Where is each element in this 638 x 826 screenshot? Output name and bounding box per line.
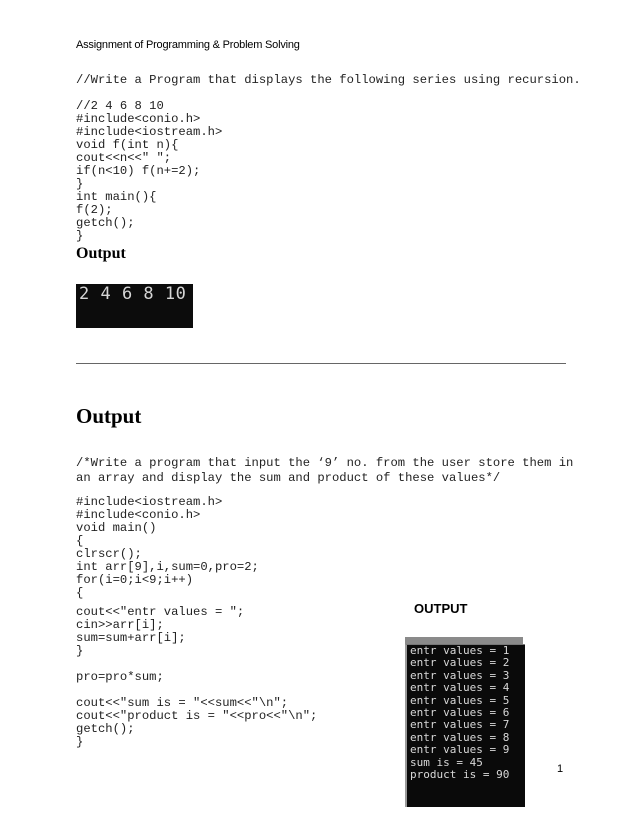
code-line: f(2); <box>76 203 113 217</box>
problem-statement-2-line2: an array and display the sum and product of these values*/ <box>76 471 501 485</box>
console-line: sum is = 45 <box>410 755 483 769</box>
code-line: { <box>76 586 84 600</box>
code-line: cout<<"sum is = "<<sum<<"\n"; <box>76 696 289 710</box>
code-block-2a <box>76 496 259 600</box>
console-line: entr values = 4 <box>410 681 510 695</box>
code-line: for(i=0;i<9;i++) <box>76 573 194 587</box>
code-line: cout<<"product is = "<<pro<<"\n"; <box>76 709 318 723</box>
code-line: } <box>76 229 84 243</box>
code-line: { <box>76 534 84 548</box>
console-output-text: 2 4 6 8 10 <box>79 284 187 304</box>
code-line: #include<iostream.h> <box>76 495 223 509</box>
output-heading-2: Output <box>76 404 142 428</box>
code-line: sum=sum+arr[i]; <box>76 631 186 645</box>
code-line: getch(); <box>76 216 135 230</box>
console-output-2 <box>405 644 525 807</box>
problem-statement-2-line1: /*Write a program that input the ‘9’ no. from the user store them in <box>76 456 574 470</box>
code-line: } <box>76 644 84 658</box>
code-line: } <box>76 735 84 749</box>
problem-statement-2 <box>76 456 573 486</box>
code-block-2c <box>76 671 164 684</box>
code-line: int arr[9],i,sum=0,pro=2; <box>76 560 259 574</box>
problem-statement-1: //Write a Program that displays the following series using recursion. <box>76 73 581 87</box>
console-line: entr values = 2 <box>410 656 510 670</box>
console-output-1 <box>76 284 193 328</box>
console-window-frame <box>405 637 523 644</box>
document-header: Assignment of Programming & Problem Solving <box>76 39 300 51</box>
console-line: entr values = 3 <box>410 668 510 682</box>
code-line: getch(); <box>76 722 135 736</box>
code-line: cin>>arr[i]; <box>76 618 164 632</box>
console-line: product is = 90 <box>410 768 510 782</box>
code-line: if(n<10) f(n+=2); <box>76 164 201 178</box>
code-line: void f(int n){ <box>76 138 179 152</box>
code-line: cout<<n<<" "; <box>76 151 172 165</box>
code-line: //2 4 6 8 10 <box>76 99 164 113</box>
code-line: clrscr(); <box>76 547 142 561</box>
code-block-1 <box>76 100 222 243</box>
code-line: #include<conio.h> <box>76 508 201 522</box>
code-line: cout<<"entr values = "; <box>76 605 245 619</box>
code-block-2d <box>76 697 317 749</box>
page-number: 1 <box>557 763 564 775</box>
console-line: entr values = 6 <box>410 706 510 720</box>
output-label-2: OUTPUT <box>414 601 468 616</box>
code-line: } <box>76 177 84 191</box>
console-line: entr values = 7 <box>410 718 510 732</box>
code-block-2b <box>76 606 244 658</box>
console-line: entr values = 1 <box>410 644 510 657</box>
section-divider <box>76 363 566 364</box>
console-line: entr values = 8 <box>410 730 510 744</box>
code-line: pro=pro*sum; <box>76 670 164 684</box>
console-line: entr values = 9 <box>410 743 510 757</box>
code-line: int main(){ <box>76 190 157 204</box>
code-line: #include<conio.h> <box>76 112 201 126</box>
code-line: #include<iostream.h> <box>76 125 223 139</box>
code-line: void main() <box>76 521 157 535</box>
console-line: entr values = 5 <box>410 693 510 707</box>
output-heading-1: Output <box>76 245 126 262</box>
